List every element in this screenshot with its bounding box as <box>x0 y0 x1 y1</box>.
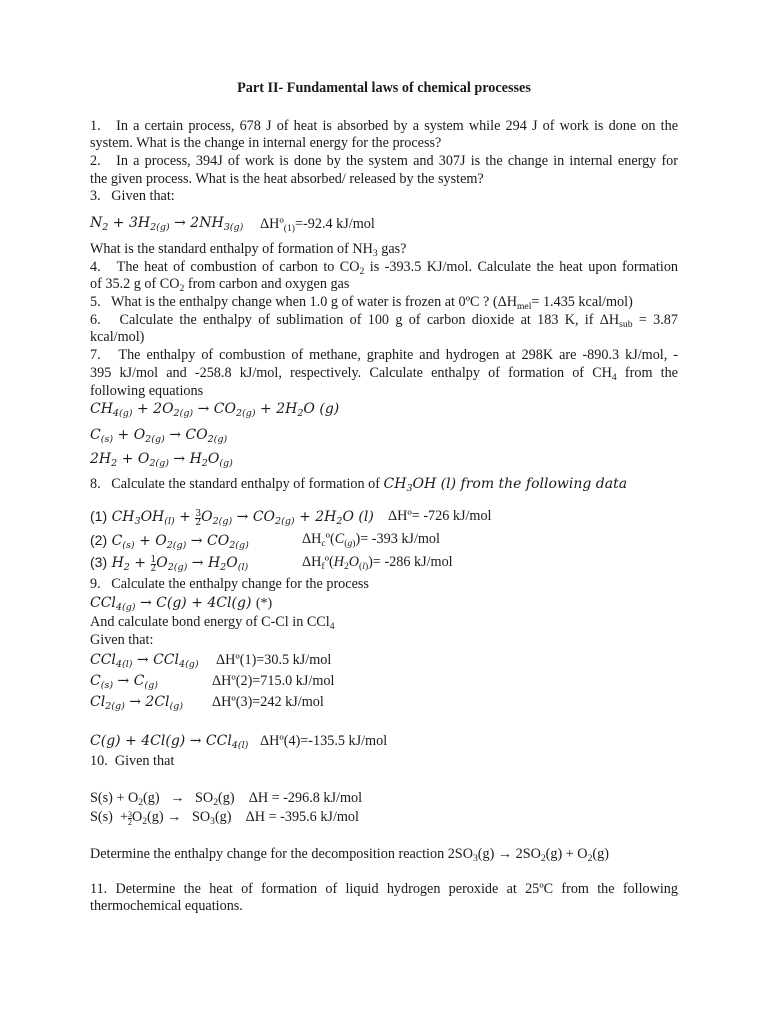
question-11-line-1: 11. Determine the heat of formation of liquid hydrogen peroxide at 25ºC from the following <box>90 881 678 897</box>
page-title: Part II- Fundamental laws of chemical processes <box>237 80 531 96</box>
question-7-equation-3: $2H_2 + O_{2(g)} \to H_2O_{(g)}$ <box>90 451 233 469</box>
question-9-equation-1: CCl$_{4(l)}$ → CCl$_{4(g)}$ <box>90 652 199 670</box>
question-8-enthalpy-2: $\Delta H_cº(C_{(g)})= -393$ kJ/mol <box>302 531 440 549</box>
question-8-enthalpy-1: ΔHº= -726 kJ/mol <box>388 508 492 524</box>
question-7-line-1: 7. The enthalpy of combustion of methane, graphite and hydrogen at 298K are -890.3 kJ/mol, - <box>90 347 678 363</box>
question-3-line-2: What is the standard enthalpy of formation of $NH_3$ gas? <box>90 241 407 259</box>
question-9-line: 9. Calculate the enthalpy change for the process <box>90 576 369 592</box>
question-9-enthalpy-3: ΔHº(3)=242 kJ/mol <box>212 694 324 710</box>
question-11-line-2: thermochemical equations. <box>90 898 243 914</box>
question-9-enthalpy-2: ΔHº(2)=715.0 kJ/mol <box>212 673 335 689</box>
question-8-equation-2: (2) $C_{(s)} + O_{2(g)} \to CO_{2(g)}$ <box>90 532 249 551</box>
question-2-line-1: 2. In a process, 394J of work is done by the system and 307J is the change in internal energy for <box>90 153 678 169</box>
question-7-equation-1: $CH_{4(g)} + 2O_{2(g)} \to CO_{2(g)} + 2H_2O$ (g) <box>90 401 340 419</box>
question-7-equation-2: $C_{(s)} + O_{2(g)} \to CO_{2(g)}$ <box>90 427 228 445</box>
question-2-line-2: the given process. What is the heat absorbed/ released by the system? <box>90 171 484 187</box>
question-7-line-3: following equations <box>90 383 204 399</box>
question-3-enthalpy: ΔHº$_{(1)}$=-92.4 kJ/mol <box>260 216 375 234</box>
question-8-line: 8. Calculate the standard enthalpy of formation of $CH_3OH$ (l) from the following data <box>90 476 628 494</box>
question-9-equation: CCl$_{4(g)}$ → C(g) + 4Cl(g) (*) <box>90 595 273 613</box>
question-9-line-3: Given that: <box>90 632 154 648</box>
question-9-line-2: And calculate bond energy of C-Cl in CCl$_4$ <box>90 614 335 632</box>
question-9-equation-2: $C_{(s)} \to C_{(g)}$ <box>90 673 158 691</box>
question-3-line-1: 3. Given that: <box>90 188 175 204</box>
question-10-equation-2: S(s) + $\frac{3}{2}$ $O_2(g) \to SO_3(g)$ ΔH = -395.6 kJ/mol <box>90 809 359 827</box>
question-9-equation-3: $Cl_{2(g)} \to 2Cl_{(g)}$ <box>90 694 184 712</box>
question-8-equation-3: (3) $H_2$ + $\frac{1}{2}$ $O_{2(g)} \to H_2O_{(l)}$ <box>90 554 249 574</box>
question-4-line-2: of 35.2 g of $CO_2$ from carbon and oxygen gas <box>90 276 350 294</box>
question-4-line-1: 4. The heat of combustion of carbon to $CO_2$ is -393.5 KJ/mol. Calculate the heat upon formation <box>90 259 679 277</box>
question-10-line: 10. Given that <box>90 753 175 769</box>
question-9-enthalpy-1: ΔHº(1)=30.5 kJ/mol <box>216 652 332 668</box>
question-8-enthalpy-3: $\Delta H_fº(H_2O_{(l)})= -286$ kJ/mol <box>302 554 453 572</box>
question-9-equation-4: C(g) + 4Cl(g) → CCl$_{4(l)}$ <box>90 733 249 751</box>
question-7-line-2: 395 kJ/mol and -258.8 kJ/mol, respectively. Calculate enthalpy of formation of $CH_4$ from the <box>90 365 678 383</box>
question-6-line-2: kcal/mol) <box>90 329 145 345</box>
question-6-line-1: 6. Calculate the enthalpy of sublimation of 100 g of carbon dioxide at 183 K, if $\Delta H_{sub} = 3.87$ <box>90 312 678 330</box>
question-9-enthalpy-4: ΔHº(4)=-135.5 kJ/mol <box>260 733 388 749</box>
question-5-line: 5. What is the enthalpy change when 1.0 g of water is frozen at 0ºC ? ($\Delta H_{mel}= 1.435$ kcal/mol) <box>90 294 633 312</box>
question-10-line-2: Determine the enthalpy change for the decomposition reaction $2SO_3(g) \to 2SO_2(g) + O_2(g)$ <box>90 846 609 864</box>
question-1-line-2: system. What is the change in internal energy for the process? <box>90 135 442 151</box>
question-3-equation: $N_2 + 3H_{2(g)} \to 2NH_{3(g)}$ <box>90 215 244 233</box>
question-8-equation-1: (1) $CH_3OH_{(l)}$ + $\frac{3}{2}$ $O_{2(g)} \to CO_{2(g)} + 2H_2O$ (l) <box>90 508 374 528</box>
question-10-equation-1: $S(s) + O_2(g) \to SO_2(g)$ ΔH = -296.8 kJ/mol <box>90 790 363 808</box>
question-1-line-1: 1. In a certain process, 678 J of heat is absorbed by a system while 294 J of work is done on the <box>90 118 678 134</box>
